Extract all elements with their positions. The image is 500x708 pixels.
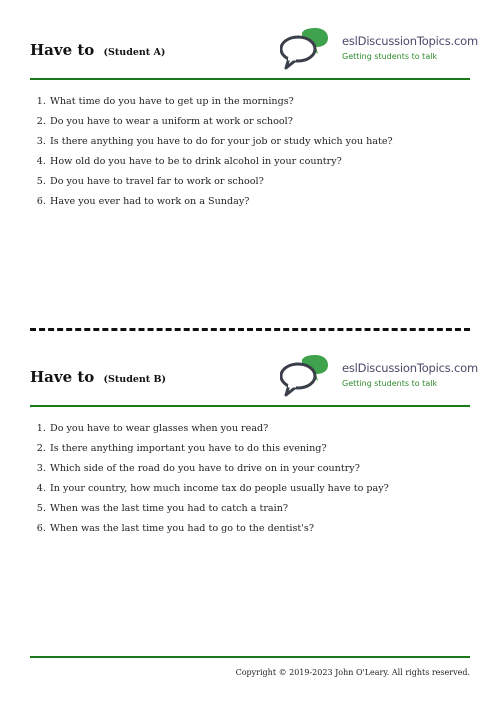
title-text: Have to: [30, 368, 95, 386]
question-item: 5. Do you have to travel far to work or school?: [49, 172, 470, 192]
question-item: 1. What time do you have to get up in the mornings?: [49, 92, 470, 112]
header-divider: [30, 405, 470, 407]
worksheet-section-b: [30, 353, 478, 540]
title-text: Have to: [30, 41, 95, 59]
student-label: (Student A): [103, 47, 166, 58]
speech-bubbles-logo-icon: [280, 28, 328, 72]
copyright-notice: Copyright © 2019-2023 John O'Leary. All rights reserved.: [235, 668, 470, 677]
section-header: [30, 353, 478, 405]
question-item: 3. Which side of the road do you have to drive on in your country?: [49, 459, 470, 479]
question-item: 1. Do you have to wear glasses when you read?: [49, 419, 470, 439]
question-item: 6. When was the last time you had to go to the dentist's?: [49, 519, 470, 539]
cut-line-divider: [30, 328, 470, 331]
question-list: [30, 419, 470, 540]
header-divider: [30, 78, 470, 80]
question-item: 6. Have you ever had to work on a Sunday?: [49, 192, 470, 212]
question-item: 2. Do you have to wear a uniform at work or school?: [49, 112, 470, 132]
question-item: 4. In your country, how much income tax do people usually have to pay?: [49, 479, 470, 499]
brand-name: eslDiscussionTopics.com: [342, 361, 478, 375]
footer-divider: [30, 656, 470, 658]
student-label: (Student B): [103, 374, 167, 385]
section-header: [30, 26, 478, 78]
question-item: 3. Is there anything you have to do for your job or study which you hate?: [49, 132, 470, 152]
question-item: 4. How old do you have to be to drink alcohol in your country?: [49, 152, 470, 172]
question-item: 2. Is there anything important you have to do this evening?: [49, 439, 470, 459]
brand-tagline: Getting students to talk: [342, 52, 438, 61]
question-list: [30, 92, 470, 213]
brand-name: eslDiscussionTopics.com: [342, 34, 478, 48]
speech-bubbles-logo-icon: [280, 355, 328, 399]
worksheet-title: [30, 368, 166, 386]
worksheet-section-a: [30, 26, 478, 213]
question-item: 5. When was the last time you had to catch a train?: [49, 499, 470, 519]
brand-tagline: Getting students to talk: [342, 379, 438, 388]
worksheet-title: [30, 41, 165, 59]
